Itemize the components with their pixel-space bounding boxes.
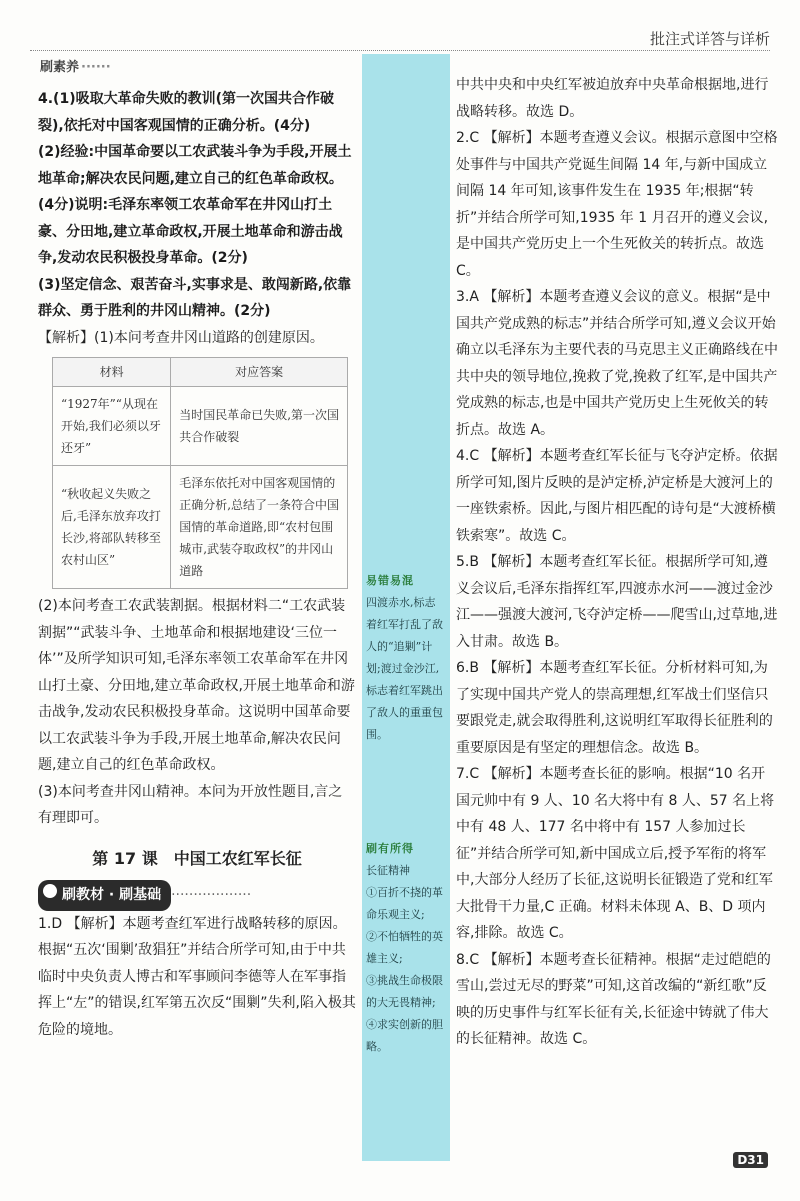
header-title: 批注式详答与详析 <box>649 30 770 48</box>
table-cell: 当时国民革命已失败,第一次国共合作破裂 <box>171 387 348 466</box>
note-takeaway <box>366 838 446 1058</box>
right-column <box>456 72 778 1053</box>
note-item: ①百折不挠的革命乐观主义; <box>366 886 443 921</box>
note-item: ③挑战生命极限的大无畏精神; <box>366 974 443 1009</box>
banner-dots: ·················· <box>171 887 252 903</box>
table-header-material: 材料 <box>53 358 171 387</box>
table-cell: “秋收起义失败之后,毛泽东放弃攻打长沙,将部队转移至农村山区” <box>53 466 171 589</box>
table-cell: 毛泽东依托对中国客观国情的正确分析,总结了一条符合中国国情的革命道路,即“农村包围城市,武装夺取政权”的井冈山道路 <box>171 466 348 589</box>
table-cell: “1927年”“从现在开始,我们必须以牙还牙” <box>53 387 171 466</box>
note-title: 刷有所得 <box>366 842 414 855</box>
q4-answer-2: (2)经验:中国革命要以工农武装斗争为手段,开展土地革命;解决农民问题,建立自己的红色革命政权。(4分)说明:毛泽东率领工农革命军在井冈山打土豪、分田地,建立革命政权,开展土地革命和游击战争,发动农民积极投身革命。(2分) <box>38 144 352 266</box>
section-banner-row <box>38 880 356 911</box>
note-title: 易错易混 <box>366 574 414 587</box>
answer-8: 8.C 【解析】本题考查长征精神。根据“走过皑皑的雪山,尝过无尽的野菜”可知,这首改编的“新红歌”反映的历史事件与红军长征有关,长征途中铸就了伟大的长征精神。故选 C。 <box>456 951 771 1047</box>
note-error-prone <box>366 570 446 746</box>
section-tag: 刷素养 ······ <box>40 56 111 75</box>
answer-1: 1.D 【解析】本题考查红军进行战略转移的原因。根据“五次‘围剿’敌猖狂”并结合所学可知,由于中共临时中央负责人博古和军事顾问李德等人在军事指挥上“左”的错误,红军第五次反“围剿”失利,陷入极其危险的境地。 <box>38 915 356 1038</box>
answer-2: 2.C 【解析】本题考查遵义会议。根据示意图中空格处事件与中国共产党诞生间隔 14 年,与新中国成立间隔 14 年可知,该事件发生在 1935 年;根据“转折”并结合所学可知,1935 年 1 月召开的遵义会议,是中国共产党历史上一个生死攸关的转折点。故选 C。 <box>456 130 778 279</box>
note-subtitle: 长征精神 <box>366 864 410 877</box>
page-number: D31 <box>733 1152 768 1168</box>
note-item: ②不怕牺牲的英雄主义; <box>366 930 443 965</box>
note-item: ④求实创新的胆略。 <box>366 1018 443 1053</box>
answer-6: 6.B 【解析】本题考查红军长征。分析材料可知,为了实现中国共产党人的崇高理想,红军战士们坚信只要跟党走,就会取得胜利,这说明红军取得长征胜利的重要原因是有坚定的理想信念。故选 B。 <box>456 660 773 756</box>
left-column <box>38 86 356 1043</box>
answer-5: 5.B 【解析】本题考查红军长征。根据所学可知,遵义会议后,毛泽东指挥红军,四渡赤水河——渡过金沙江——强渡大渡河,飞夺泸定桥——爬雪山,过草地,进入甘肃。故选 B。 <box>456 554 778 650</box>
table-header-answer: 对应答案 <box>171 358 348 387</box>
answer-3: 3.A 【解析】本题考查遵义会议的意义。根据“是中国共产党成熟的标志”并结合所学可知,遵义会议开始确立以毛泽东为主要代表的马克思主义正确路线在中共中央的领导地位,挽救了党,挽救了红军,是中国共产党成熟的标志,也是中国共产党历史上生死攸关的转折点。故选 A。 <box>456 289 778 438</box>
q4-answer-3: (3)坚定信念、艰苦奋斗,实事求是、敢闯新路,依靠群众、勇于胜利的井冈山精神。(2分) <box>38 276 352 319</box>
lesson-title: 第 17 课 中国工农红军长征 <box>92 848 302 868</box>
note-body: 四渡赤水,标志着红军打乱了敌人的“追剿”计划;渡过金沙江,标志着红军跳出了敌人的重重包围。 <box>366 596 443 741</box>
material-answer-table <box>52 357 348 589</box>
header-divider <box>30 50 770 51</box>
answer-1-continued: 中共中央和中央红军被迫放弃中央革命根据地,进行战略转移。故选 D。 <box>456 77 769 120</box>
section-banner: 刷教材 · 刷基础 <box>38 880 171 911</box>
answer-7: 7.C 【解析】本题考查长征的影响。根据“10 名开国元帅中有 9 人、10 名大将中有 8 人、57 名上将中有 48 人、177 名中将中有 157 人参加过长征”并结合所学可知,新中国成立后,授予军衔的将军中,大部分人经历了长征,这说明长征锻造了党和红军大批骨干力量,C 正确。材料未体现 A、B、D 项内容,排除。故选 C。 <box>456 766 775 941</box>
q4-answer-1: 4.(1)吸取大革命失败的教训(第一次国共合作破裂),依托对中国客观国情的正确分析。(4分) <box>38 91 334 134</box>
q4-analysis: 【解析】(1)本问考查井冈山道路的创建原因。 <box>38 329 324 346</box>
answer-4: 4.C 【解析】本题考查红军长征与飞夺泸定桥。依据所学可知,图片反映的是泸定桥,泸定桥是大渡河上的一座铁索桥。因此,与图片相匹配的诗句是“大渡桥横铁索寒”。故选 C。 <box>456 448 778 544</box>
q4-analysis-2: (2)本问考查工农武装割据。根据材料二“工农武装割据”“武装斗争、土地革命和根据地建设‘三位一体’”及所学知识可知,毛泽东率领工农革命军在井冈山打土豪、分田地,建立革命政权,开展土地革命和游击战争,发动农民积极投身革命。这说明中国革命要以工农武装斗争为手段,开展土地革命,解决农民问题,建立自己的红色革命政权。 <box>38 598 355 773</box>
q4-analysis-3: (3)本问考查井冈山精神。本问为开放性题目,言之有理即可。 <box>38 783 343 826</box>
